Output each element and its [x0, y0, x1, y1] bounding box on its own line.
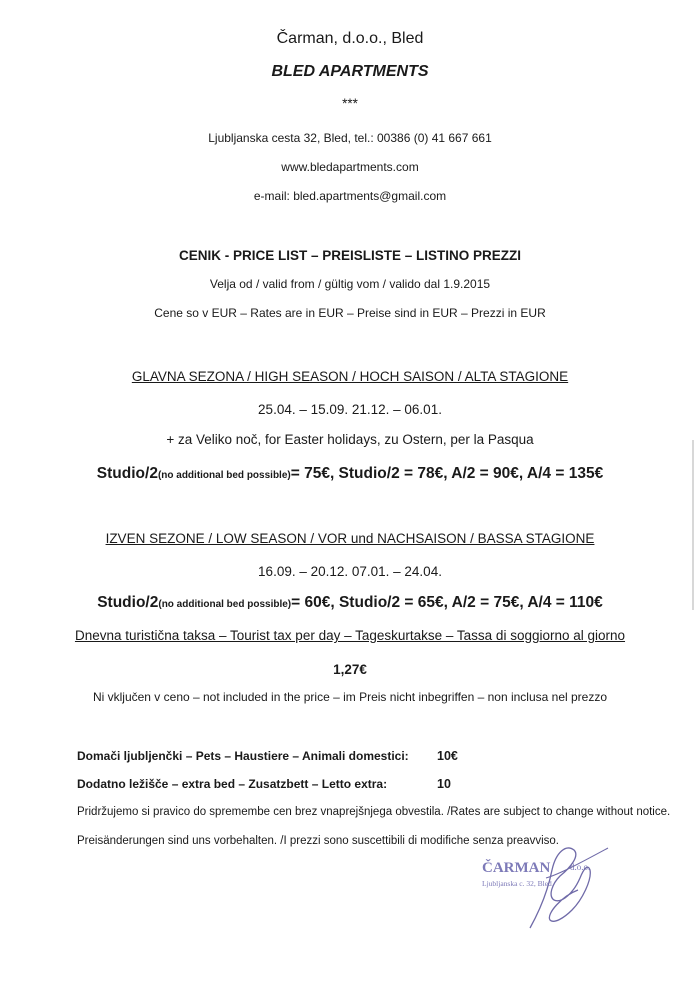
stars: ***	[342, 96, 358, 111]
stamp-name: ČARMAN	[482, 860, 551, 876]
low-season-heading: IZVEN SEZONE / LOW SEASON / VOR und NACHSAISON / BASSA STAGIONE	[105, 531, 595, 546]
company-stamp	[470, 840, 620, 935]
stamp-line: Ljubljanska c. 32, Bled	[482, 879, 552, 888]
rates-note: (no additional bed possible)	[157, 470, 291, 481]
website: www.bledapartments.com	[281, 160, 419, 174]
company-name: Čarman, d.o.o., Bled	[276, 30, 424, 47]
rates-prefix: Studio/2	[96, 465, 158, 482]
stamp-suffix: d.o.o.	[570, 862, 591, 872]
rates-prefix: Studio/2	[97, 594, 159, 611]
rates-rest: = 60€, Studio/2 = 65€, A/2 = 75€, A/4 = 110€	[291, 594, 603, 611]
tourist-tax-heading: Dnevna turistična taksa – Tourist tax per day – Tageskurtakse – Tassa di soggiorno al giorno	[74, 628, 626, 643]
extra-bed-value: 10	[437, 777, 451, 791]
email: e-mail: bled.apartments@gmail.com	[253, 189, 447, 203]
high-season-rates	[0, 465, 700, 483]
address: Ljubljanska cesta 32, Bled, tel.: 00386 (0) 41 667 661	[208, 131, 492, 145]
tourist-tax-note: Ni vključen v ceno – not included in the price – im Preis nicht inbegriffen – non inclusa nel prezzo	[92, 690, 608, 704]
valid-from: Velja od / valid from / gültig vom / valido dal 1.9.2015	[209, 277, 491, 291]
tourist-tax-amount: 1,27€	[333, 662, 367, 677]
easter-note: + za Veliko noč, for Easter holidays, zu Ostern, per la Pasqua	[166, 432, 534, 447]
notice-line-1: Pridržujemo si pravico do spremembe cen brez vnaprejšnjega obvestila. /Rates are subject to change without notice.	[77, 806, 671, 818]
extra-pets-value: 10€	[437, 749, 458, 763]
low-season-rates	[0, 594, 700, 612]
scan-edge-mark	[692, 440, 694, 610]
notice-line-2: Preisänderungen sind uns vorbehalten. /I prezzi sono suscettibili di modifiche senza preavviso.	[77, 835, 559, 847]
high-season-dates: 25.04. – 15.09. 21.12. – 06.01.	[258, 402, 442, 417]
low-season-dates: 16.09. – 20.12. 07.01. – 24.04.	[258, 564, 442, 579]
pricelist-title: CENIK - PRICE LIST – PREISLISTE – LISTINO PREZZI	[178, 248, 522, 263]
currency-note: Cene so v EUR – Rates are in EUR – Preise sind in EUR – Prezzi in EUR	[154, 306, 546, 320]
brand-title: BLED APARTMENTS	[271, 63, 429, 80]
rates-note: (no additional bed possible)	[158, 599, 292, 610]
high-season-heading: GLAVNA SEZONA / HIGH SEASON / HOCH SAISON / ALTA STAGIONE	[131, 369, 569, 384]
extra-bed-label: Dodatno ležišče – extra bed – Zusatzbett – Letto extra:	[77, 777, 388, 791]
extra-pets-label: Domači ljubljenčki – Pets – Haustiere – Animali domestici:	[77, 749, 409, 763]
rates-rest: = 75€, Studio/2 = 78€, A/2 = 90€, A/4 = 135€	[290, 465, 604, 482]
